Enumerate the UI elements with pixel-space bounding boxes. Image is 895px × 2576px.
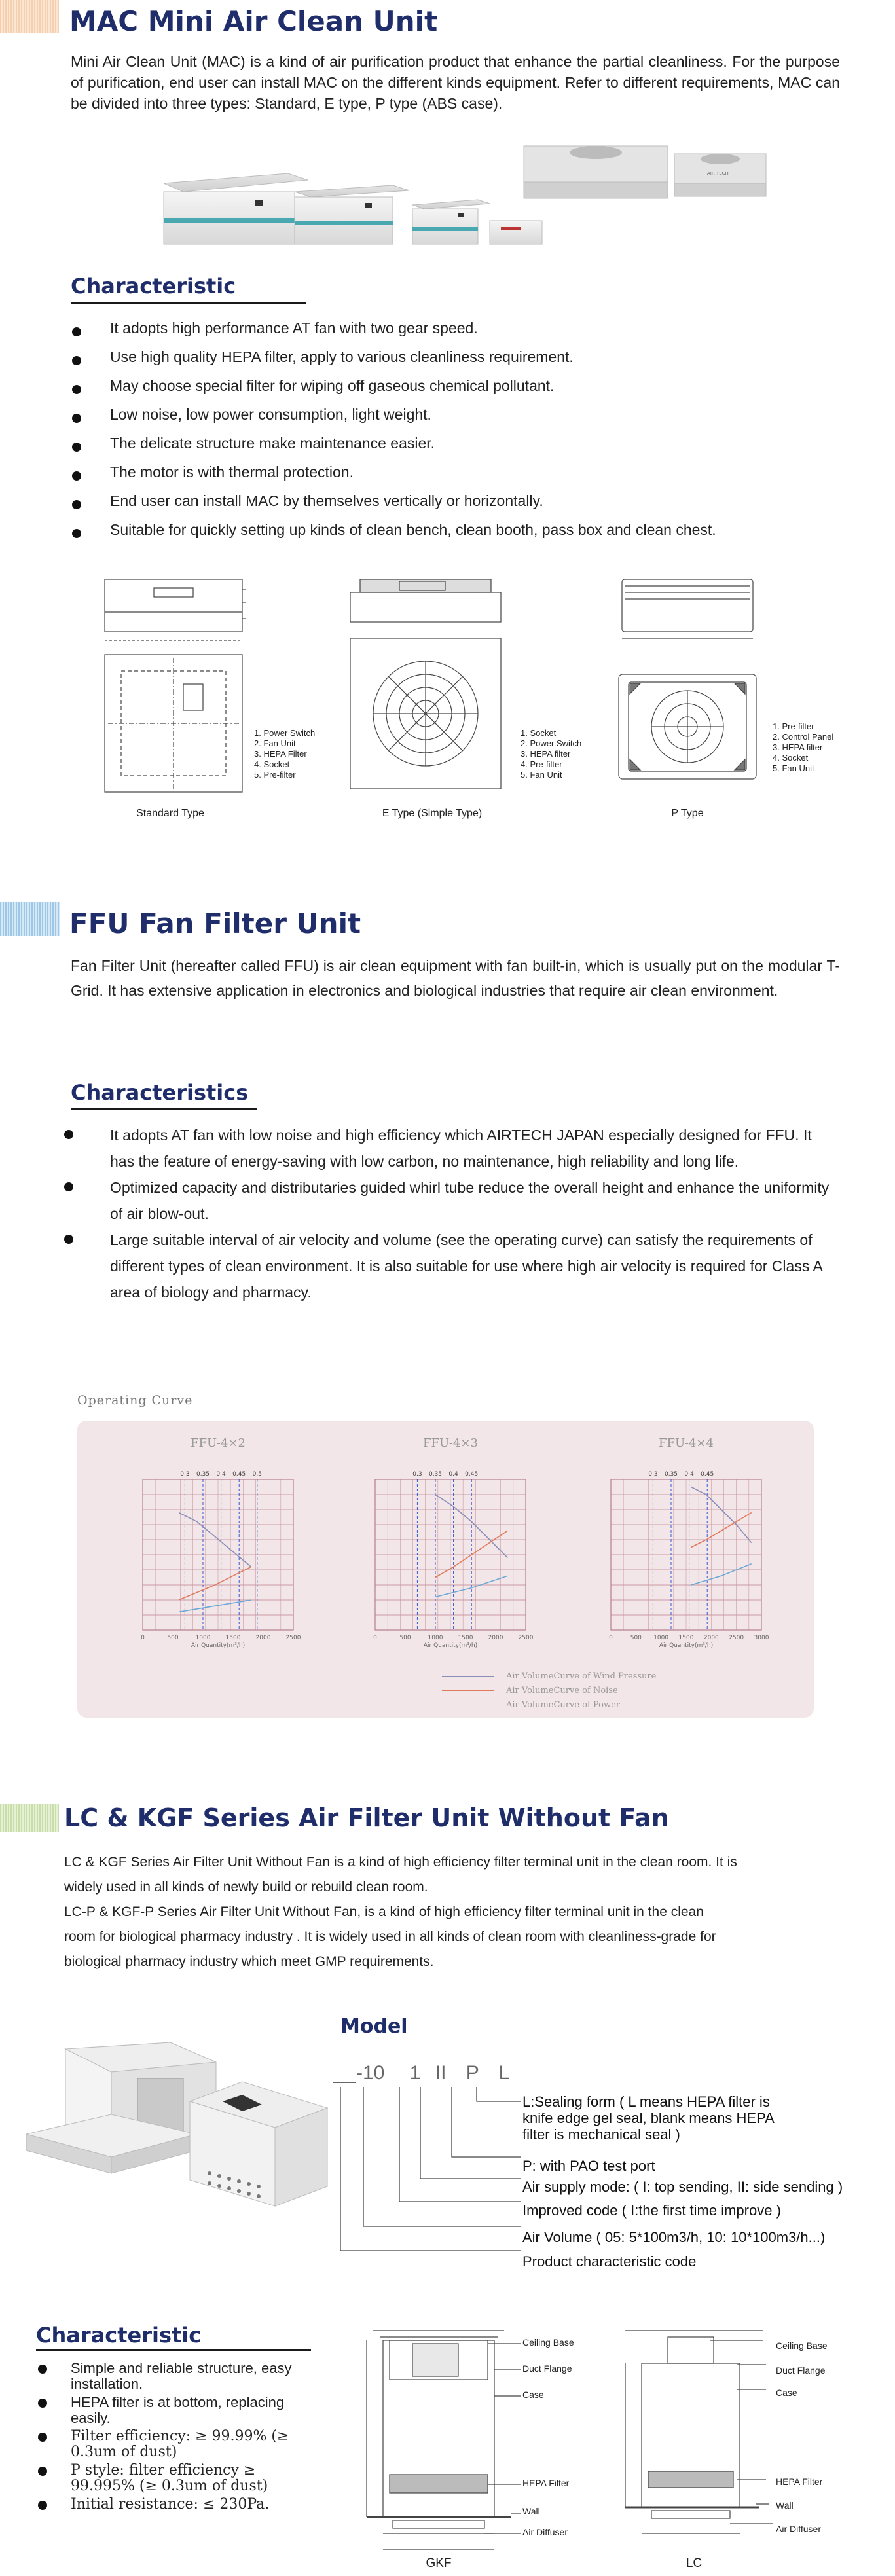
- model-line-seal: L:Sealing form ( L means HEPA filter is knife edge gel seal, blank means HEPA filter is mechanical seal ): [522, 2094, 774, 2143]
- list-item: Optimized capacity and distributaries guided whirl tube reduce the overall height and enhance the uniformity of air blow-out.: [64, 1174, 837, 1227]
- e-type-legend: 1. Socket 2. Power Switch 3. HEPA filter 4. Pre-filter 5. Fan Unit: [521, 728, 582, 780]
- velocity-label: 0.45: [232, 1471, 246, 1478]
- bullet-icon: [64, 1130, 73, 1139]
- heading-rule: [36, 2349, 311, 2351]
- bullet-icon: [38, 2467, 47, 2476]
- bullet-icon: [38, 2501, 47, 2510]
- standard-type-legend: 1. Power Switch 2. Fan Unit 3. HEPA Filter 4. Socket 5. Pre-filter: [254, 728, 316, 780]
- mac-characteristic-heading: [71, 274, 236, 299]
- x-tick-label: 0: [373, 1635, 377, 1641]
- lc-intro-2: LC-P & KGF-P Series Air Filter Unit Without Fan, is a kind of high efficiency filter terminal unit in the clean room for biological pharmacy industry . It is widely used in all kinds of clean room with cleanliness-grade for biological pharmacy industry which meet GMP requirements.: [64, 1904, 716, 1969]
- series-line: [691, 1487, 752, 1543]
- x-axis-label: Air Quantity(m³/h): [191, 1642, 246, 1649]
- list-item: HEPA filter is at bottom, replacing easily.: [38, 2395, 320, 2426]
- lc-caption: LC: [685, 2556, 703, 2570]
- series-line: [691, 1564, 752, 1585]
- velocity-label: 0.5: [252, 1471, 262, 1478]
- list-item: P style: filter efficiency ≥ 99.995% (≥ 0.3um of dust): [38, 2463, 320, 2494]
- ffu-intro: Fan Filter Unit (hereafter called FFU) is air clean equipment with fan built-in, which is usually put on the modular T-Grid. It has extensive application in electronics and biological industries that require air clean environment.: [71, 957, 840, 999]
- e-type-drawing: [340, 576, 511, 799]
- bullet-icon: [64, 1235, 73, 1244]
- bullet-icon: [72, 500, 81, 509]
- model-leader-lines: [327, 2087, 537, 2270]
- section-tag-ffu: [0, 902, 60, 936]
- x-tick-label: 1500: [458, 1635, 473, 1641]
- x-tick-label: 2500: [729, 1635, 744, 1641]
- model-line-product: Product characteristic code: [522, 2253, 697, 2270]
- e-type-caption: E Type (Simple Type): [382, 808, 483, 819]
- bullet-icon: [72, 356, 81, 365]
- x-axis-label: Air Quantity(m³/h): [423, 1642, 478, 1649]
- x-tick-label: 500: [167, 1635, 179, 1641]
- list-item: The motor is with thermal protection.: [72, 463, 858, 492]
- model-line-volume: Air Volume ( 05: 5*100m3/h, 10: 10*100m3/h...): [522, 2229, 826, 2245]
- legend-item-pressure: Air VolumeCurve of Wind Pressure: [442, 1669, 656, 1684]
- bullet-icon: [72, 327, 81, 336]
- lc-drawing: [612, 2317, 782, 2560]
- velocity-label: 0.3: [648, 1471, 658, 1478]
- standard-type-caption: Standard Type: [136, 808, 204, 819]
- mac-product-photo: [157, 134, 786, 252]
- x-tick-label: 2500: [518, 1635, 534, 1641]
- x-tick-label: 0: [141, 1635, 145, 1641]
- velocity-label: 0.45: [465, 1471, 479, 1478]
- bullet-icon: [38, 2433, 47, 2442]
- bullet-icon: [72, 443, 81, 452]
- model-code-seal: L: [498, 2062, 510, 2084]
- lc-product-photo: [26, 2042, 337, 2239]
- p-type-legend: 1. Pre-filter 2. Control Panel 3. HEPA filter 4. Socket 5. Fan Unit: [773, 721, 834, 773]
- list-item: Low noise, low power consumption, light weight.: [72, 406, 858, 435]
- velocity-label: 0.35: [196, 1471, 210, 1478]
- series-line: [179, 1600, 251, 1612]
- bullet-icon: [72, 385, 81, 394]
- ffu-characteristics-heading: [71, 1080, 248, 1105]
- velocity-label: 0.3: [412, 1471, 422, 1478]
- x-tick-label: 1000: [653, 1635, 669, 1641]
- gkf-caption: GKF: [426, 2556, 452, 2570]
- chart-title: FFU-4×3: [423, 1436, 478, 1450]
- series-line: [691, 1513, 752, 1548]
- x-tick-label: 1000: [428, 1635, 443, 1641]
- p-type-caption: P Type: [671, 808, 704, 819]
- velocity-label: 0.4: [216, 1471, 226, 1478]
- list-item: End user can install MAC by themselves vertically or horizontally.: [72, 492, 858, 521]
- list-item: Initial resistance: ≤ 230Pa.: [38, 2497, 320, 2513]
- heading-rule: [71, 302, 306, 304]
- x-tick-label: 500: [399, 1635, 411, 1641]
- heading-rule: [71, 1108, 257, 1110]
- velocity-label: 0.45: [701, 1471, 714, 1478]
- x-tick-label: 2000: [255, 1635, 271, 1641]
- x-tick-label: 2000: [488, 1635, 503, 1641]
- list-item: The delicate structure make maintenance easier.: [72, 435, 858, 463]
- p-type-drawing: [609, 576, 766, 799]
- model-line-supply: Air supply mode: ( I: top sending, II: side sending ): [522, 2179, 843, 2195]
- ffu-bullet-list: [64, 1122, 837, 1305]
- page-title: MAC Mini Air Clean Unit: [69, 5, 438, 37]
- list-item: Simple and reliable structure, easy installation.: [38, 2361, 320, 2392]
- velocity-label: 0.4: [448, 1471, 458, 1478]
- operating-curve-title: Operating Curve: [77, 1393, 193, 1407]
- legend-item-power: Air VolumeCurve of Power: [442, 1698, 656, 1713]
- lc-intro-1: LC & KGF Series Air Filter Unit Without Fan is a kind of high efficiency filter terminal unit in the clean room. It is widely used in all kinds of newly build or rebuild clean room.: [64, 1855, 737, 1895]
- model-code-improve: 1: [409, 2062, 421, 2084]
- bullet-icon: [72, 414, 81, 423]
- ffu-characteristics-title: Characteristics: [71, 1080, 249, 1105]
- model-code: [333, 2062, 509, 2084]
- x-tick-label: 2500: [285, 1635, 301, 1641]
- mac-characteristic-title: Characteristic: [71, 274, 236, 299]
- operating-curve-legend: [442, 1669, 656, 1713]
- x-axis-label: Air Quantity(m³/h): [659, 1642, 714, 1649]
- bullet-icon: [72, 471, 81, 481]
- model-line-pao: P: with PAO test port: [522, 2158, 655, 2174]
- chart-title: FFU-4×2: [191, 1436, 246, 1450]
- list-item: Suitable for quickly setting up kinds of clean bench, clean booth, pass box and clean chest.: [72, 521, 858, 550]
- lc-characteristic-heading: [36, 2323, 201, 2348]
- velocity-label: 0.4: [684, 1471, 694, 1478]
- bullet-icon: [38, 2399, 47, 2408]
- section-tag-lc: [0, 1804, 59, 1832]
- legend-item-noise: Air VolumeCurve of Noise: [442, 1684, 656, 1698]
- list-item: Large suitable interval of air velocity and volume (see the operating curve) can satisfy the requirements of different types of clean environment. It is also suitable for use where high air velocity is required for Class A area of biology and pharmacy.: [64, 1227, 837, 1305]
- list-item: It adopts high performance AT fan with two gear speed.: [72, 319, 858, 348]
- list-item: Use high quality HEPA filter, apply to various cleanliness requirement.: [72, 348, 858, 377]
- bullet-icon: [64, 1182, 73, 1191]
- ffu-title: FFU Fan Filter Unit: [69, 907, 361, 939]
- lc-title: LC & KGF Series Air Filter Unit Without Fan: [64, 1804, 669, 1832]
- mac-intro: Mini Air Clean Unit (MAC) is a kind of air purification product that enhance the partial cleanliness. For the purpose of purification, end user can install MAC on the different kinds equipment. Refer to different requirements, MAC can be divided into three types: Standard, E type, P type (ABS case).: [71, 53, 840, 112]
- bullet-icon: [72, 529, 81, 538]
- section-tag-mac: [0, 0, 59, 33]
- x-tick-label: 2000: [703, 1635, 719, 1641]
- mac-bullet-list: [72, 319, 858, 550]
- model-title: Model: [340, 2015, 408, 2038]
- velocity-label: 0.35: [664, 1471, 678, 1478]
- model-line-improve: Improved code ( I:the first time improve ): [522, 2202, 781, 2219]
- series-line: [179, 1567, 251, 1600]
- velocity-label: 0.3: [180, 1471, 190, 1478]
- chart-title: FFU-4×4: [659, 1436, 714, 1450]
- velocity-label: 0.35: [428, 1471, 443, 1478]
- model-code-box: [333, 2065, 356, 2083]
- model-code-supply: II: [435, 2062, 447, 2084]
- list-item: May choose special filter for wiping off gaseous chemical pollutant.: [72, 377, 858, 406]
- list-item: It adopts AT fan with low noise and high efficiency which AIRTECH JAPAN especially designed for FFU. It has the feature of energy-saving with low carbon, no maintenance, high reliability and long life.: [64, 1122, 837, 1174]
- x-tick-label: 0: [609, 1635, 613, 1641]
- x-tick-label: 1500: [678, 1635, 694, 1641]
- x-tick-label: 1500: [225, 1635, 241, 1641]
- mac-product-label: AIR TECH: [707, 171, 729, 176]
- x-tick-label: 500: [630, 1635, 642, 1641]
- x-tick-label: 1000: [195, 1635, 211, 1641]
- x-tick-label: 3000: [754, 1635, 769, 1641]
- bullet-icon: [38, 2365, 47, 2374]
- lc-bullet-list: [38, 2361, 320, 2513]
- model-code-pao: P: [466, 2062, 479, 2084]
- model-code-volume: -10: [356, 2062, 385, 2084]
- lc-characteristic-title: Characteristic: [36, 2323, 202, 2348]
- standard-type-drawing: [92, 570, 249, 799]
- list-item: Filter efficiency: ≥ 99.99% (≥ 0.3um of dust): [38, 2429, 320, 2460]
- gkf-drawing: [354, 2317, 629, 2566]
